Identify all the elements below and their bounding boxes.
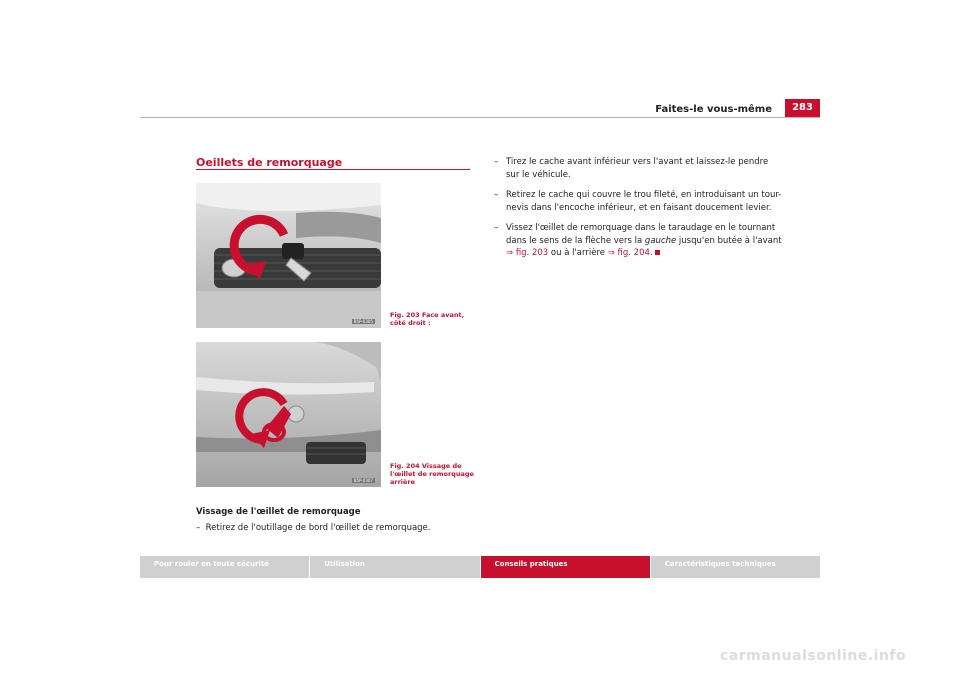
figure-link-204[interactable]: ⇒ fig. 204 <box>607 248 650 258</box>
figure-link-203[interactable]: ⇒ fig. 203 <box>506 248 549 258</box>
figure-front-towing-eye <box>196 183 381 328</box>
rear-bumper-illustration <box>196 342 381 487</box>
procedure-step-3: – Retirez le cache qui couvre le trou fileté, en introduisant un tour-nevis dans l'encoche inférieur, et en faisant doucement levier. <box>494 190 782 213</box>
tab-pour-rouler[interactable]: Pour rouler en toute sécurité <box>140 556 310 578</box>
procedure-step-4: – Vissez l'œillet de remorquage dans le taraudage en le tournant dans le sens de la flèche vers la gauche jusqu'en butée à l'avant ⇒ fig. 203 ou à l'arrière ⇒ fig. 204. <box>494 223 782 258</box>
step-text: Vissez l'œillet de remorquage dans le taraudage en le tournant dans le sens de la flèche vers la <box>506 223 776 246</box>
front-bumper-illustration <box>196 183 381 328</box>
header-rule <box>140 117 820 118</box>
red-square-end-icon <box>655 250 660 255</box>
figure-rear-towing-eye <box>196 342 381 487</box>
tab-conseils-pratiques[interactable]: Conseils pratiques <box>481 556 651 578</box>
procedure-step-2: – Tirez le cache avant inférieur vers l'avant et laissez-le pendre sur le véhicule. <box>494 157 769 180</box>
step-text: ou à l'arrière <box>548 248 608 258</box>
running-title: Faites-le vous-même <box>655 104 772 115</box>
figure-code: B5P-0305 <box>353 319 373 324</box>
step-text: Retirez de l'outillage de bord l'œillet de remorquage. <box>205 523 431 533</box>
figure-caption: Fig. 204 Vissage de l'œillet de remorquage arrière <box>390 462 474 486</box>
page-number: 283 <box>785 99 820 117</box>
section-rule <box>196 169 470 170</box>
figure-caption: Fig. 203 Face avant, côté droit : <box>390 311 465 327</box>
tab-caracteristiques[interactable]: Caractéristiques techniques <box>651 556 820 578</box>
step-text: jusqu'en butée à l'avant <box>676 235 782 246</box>
step-text: . <box>649 248 653 258</box>
procedure-step-1: – Retirez de l'outillage de bord l'œillet de remorquage. <box>196 523 431 533</box>
step-text: Retirez le cache qui couvre le trou fileté, en introduisant un tour-nevis dans l'encoche inférieur, et en faisant doucement levier. <box>506 190 782 213</box>
footer-nav <box>140 556 820 578</box>
step-text: Tirez le cache avant inférieur vers l'avant et laissez-le pendre sur le véhicule. <box>506 157 769 180</box>
section-title: Oeillets de remorquage <box>196 156 343 169</box>
procedure-steps <box>494 156 784 268</box>
step-emphasis: gauche <box>644 235 677 246</box>
tab-utilisation[interactable]: Utilisation <box>310 556 480 578</box>
watermark: carmanualsonline.info <box>720 648 907 664</box>
procedure-heading: Vissage de l'œillet de remorquage <box>196 507 361 517</box>
figure-code: B5P-0307 <box>353 478 373 483</box>
